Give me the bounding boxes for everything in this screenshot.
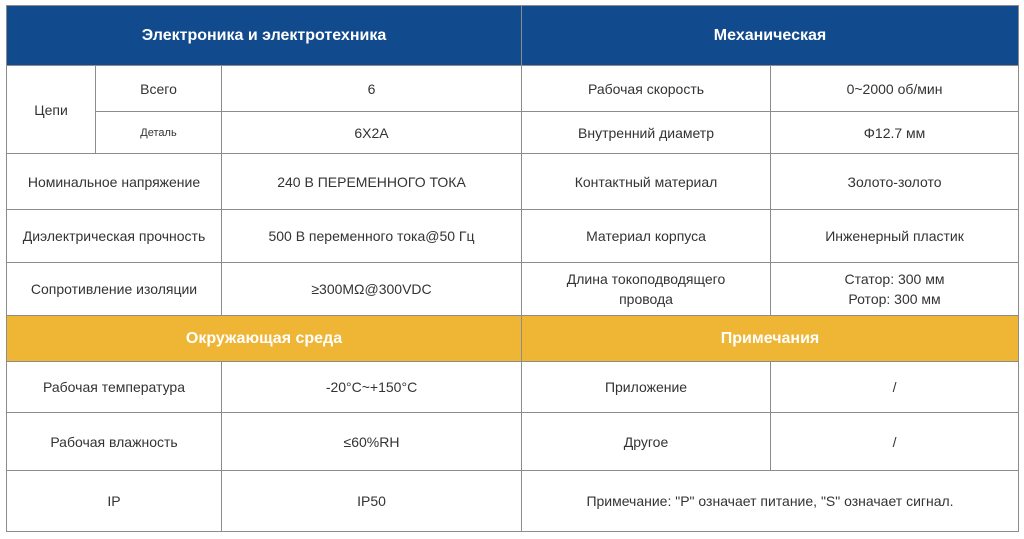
ip-value: IP50 [222,471,522,532]
circuits-label: Цепи [7,66,96,154]
rated-voltage-value: 240 В ПЕРЕМЕННОГО ТОКА [222,154,522,210]
operating-temperature-value: -20°C~+150°C [222,362,522,413]
ip-label: IP [7,471,222,532]
application-value: / [771,362,1019,413]
table-row [7,112,1019,154]
speed-label: Рабочая скорость [522,66,771,112]
table-row [7,66,1019,112]
section-header-mechanical: Механическая [522,6,1019,66]
rated-voltage-label: Номинальное напряжение [7,154,222,210]
housing-material-label: Материал корпуса [522,210,771,263]
other-label: Другое [522,413,771,471]
operating-humidity-value: ≤60%RH [222,413,522,471]
lead-length-stator: Статор: 300 мм [844,271,945,287]
lead-length-rotor: Ротор: 300 мм [848,291,941,307]
section-header-environment: Окружающая среда [7,316,522,362]
lead-length-label [522,263,771,316]
note-text: Примечание: "P" означает питание, "S" означает сигнал. [522,471,1019,532]
table-row [7,210,1019,263]
spec-table [6,5,1019,532]
table-row [7,413,1019,471]
inner-diameter-value: Φ12.7 мм [771,112,1019,154]
dielectric-strength-value: 500 В переменного тока@50 Гц [222,210,522,263]
housing-material-value: Инженерный пластик [771,210,1019,263]
lead-length-label-text: Длина токоподводящего провода [566,271,726,307]
circuits-detail-value: 6X2A [222,112,522,154]
other-value: / [771,413,1019,471]
speed-value: 0~2000 об/мин [771,66,1019,112]
section-header-electronics: Электроника и электротехника [7,6,522,66]
header-row-2 [7,316,1019,362]
insulation-resistance-label: Сопротивление изоляции [7,263,222,316]
table-row [7,154,1019,210]
application-label: Приложение [522,362,771,413]
table-row [7,471,1019,532]
operating-temperature-label: Рабочая температура [7,362,222,413]
operating-humidity-label: Рабочая влажность [7,413,222,471]
lead-length-value [771,263,1019,316]
contact-material-label: Контактный материал [522,154,771,210]
dielectric-strength-label: Диэлектрическая прочность [7,210,222,263]
circuits-total-value: 6 [222,66,522,112]
insulation-resistance-value: ≥300MΩ@300VDC [222,263,522,316]
header-row-1 [7,6,1019,66]
circuits-total-label: Всего [96,66,222,112]
section-header-notes: Примечания [522,316,1019,362]
inner-diameter-label: Внутренний диаметр [522,112,771,154]
contact-material-value: Золото-золото [771,154,1019,210]
circuits-detail-label: Деталь [96,112,222,154]
table-row [7,362,1019,413]
table-row [7,263,1019,316]
